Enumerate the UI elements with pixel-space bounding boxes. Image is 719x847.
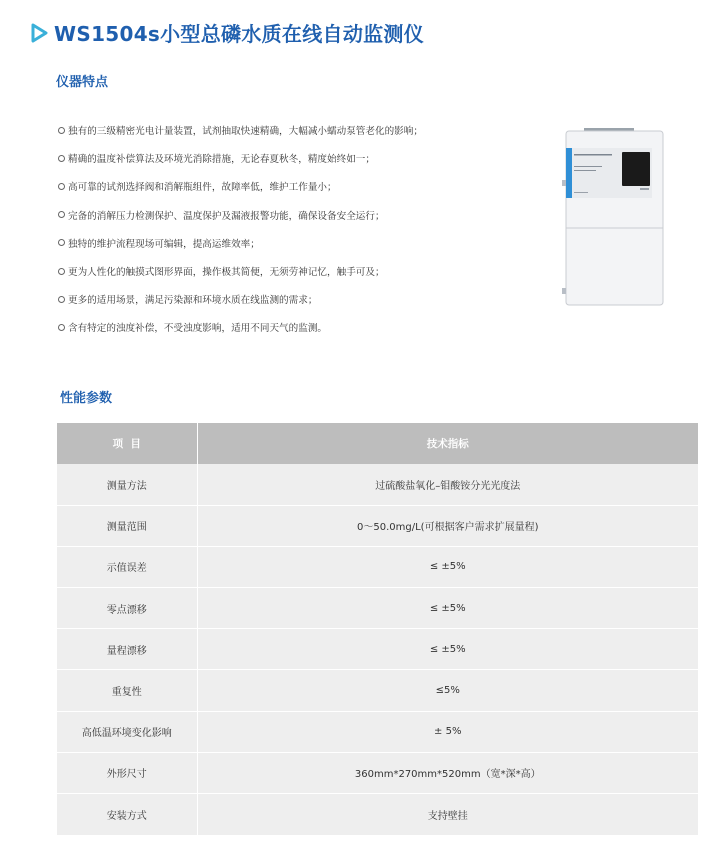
feature-text: 独特的维护流程现场可编辑，提高运维效率； <box>68 238 260 250</box>
feature-text: 更为人性化的触摸式图形界面，操作极其简便，无须劳神记忆，触手可及； <box>68 267 385 279</box>
feature-text: 含有特定的浊度补偿，不受浊度影响，适用不同天气的监测。 <box>68 323 328 335</box>
row-spec: ≤ ±5% <box>197 629 698 670</box>
feature-item <box>58 116 558 144</box>
bullet-icon <box>58 268 65 275</box>
column-header-spec: 技术指标 <box>197 423 698 464</box>
feature-item <box>58 285 558 313</box>
row-spec: ≤ ±5% <box>197 546 698 587</box>
row-item: 测量方法 <box>57 464 197 505</box>
table-row <box>57 588 698 629</box>
row-item: 安装方式 <box>57 794 197 835</box>
bullet-icon <box>58 211 65 218</box>
table-row <box>57 505 698 546</box>
row-item: 高低温环境变化影响 <box>57 711 197 752</box>
table-header-row <box>57 423 698 464</box>
page-header <box>30 18 424 47</box>
table-row <box>57 670 698 711</box>
row-item: 重复性 <box>57 670 197 711</box>
row-spec: ± 5% <box>197 711 698 752</box>
feature-item <box>58 144 558 172</box>
row-spec: 支持壁挂 <box>197 794 698 835</box>
params-section-title: 性能参数 <box>60 391 113 406</box>
page-title: WS1504s小型总磷水质在线自动监测仪 <box>54 22 425 46</box>
table-row <box>57 711 698 752</box>
bullet-icon <box>58 296 65 303</box>
table-row <box>57 629 698 670</box>
row-spec: 0～50.0mg/L(可根据客户需求扩展量程) <box>197 505 698 546</box>
bullet-icon <box>58 239 65 246</box>
feature-item <box>58 172 558 200</box>
feature-list <box>58 116 558 342</box>
row-spec: ≤5% <box>197 670 698 711</box>
table-row <box>57 464 698 505</box>
bullet-icon <box>58 324 65 331</box>
feature-item <box>58 313 558 341</box>
row-item: 示值误差 <box>57 546 197 587</box>
row-item: 零点漂移 <box>57 588 197 629</box>
feature-item <box>58 201 558 229</box>
column-header-item: 项 目 <box>57 423 197 464</box>
bullet-icon <box>58 127 65 134</box>
table-row <box>57 752 698 793</box>
row-item: 量程漂移 <box>57 629 197 670</box>
chevron-right-icon <box>30 23 48 43</box>
analyzer-device-image <box>562 128 667 306</box>
feature-text: 精确的温度补偿算法及环境光消除措施，无论春夏秋冬，精度始终如一； <box>68 154 375 166</box>
row-item: 外形尺寸 <box>57 752 197 793</box>
bullet-icon <box>58 183 65 190</box>
bullet-icon <box>58 155 65 162</box>
feature-text: 完备的消解压力检测保护、温度保护及漏液报警功能，确保设备安全运行； <box>68 210 385 222</box>
feature-item <box>58 229 558 257</box>
feature-text: 高可靠的试剂选择阀和消解瓶组件，故障率低，维护工作量小； <box>68 182 337 194</box>
row-item: 测量范围 <box>57 505 197 546</box>
table-row <box>57 546 698 587</box>
feature-text: 更多的适用场景，满足污染源和环境水质在线监测的需求； <box>68 295 318 307</box>
feature-text: 独有的三级精密光电计量装置，试剂抽取快速精确，大幅减小蠕动泵管老化的影响； <box>68 126 423 138</box>
spec-table <box>57 423 698 835</box>
features-section-title: 仪器特点 <box>56 75 109 90</box>
row-spec: 过硫酸盐氧化–钼酸铵分光光度法 <box>197 464 698 505</box>
feature-item <box>58 257 558 285</box>
row-spec: ≤ ±5% <box>197 588 698 629</box>
row-spec: 360mm*270mm*520mm（宽*深*高） <box>197 752 698 793</box>
table-row <box>57 794 698 835</box>
